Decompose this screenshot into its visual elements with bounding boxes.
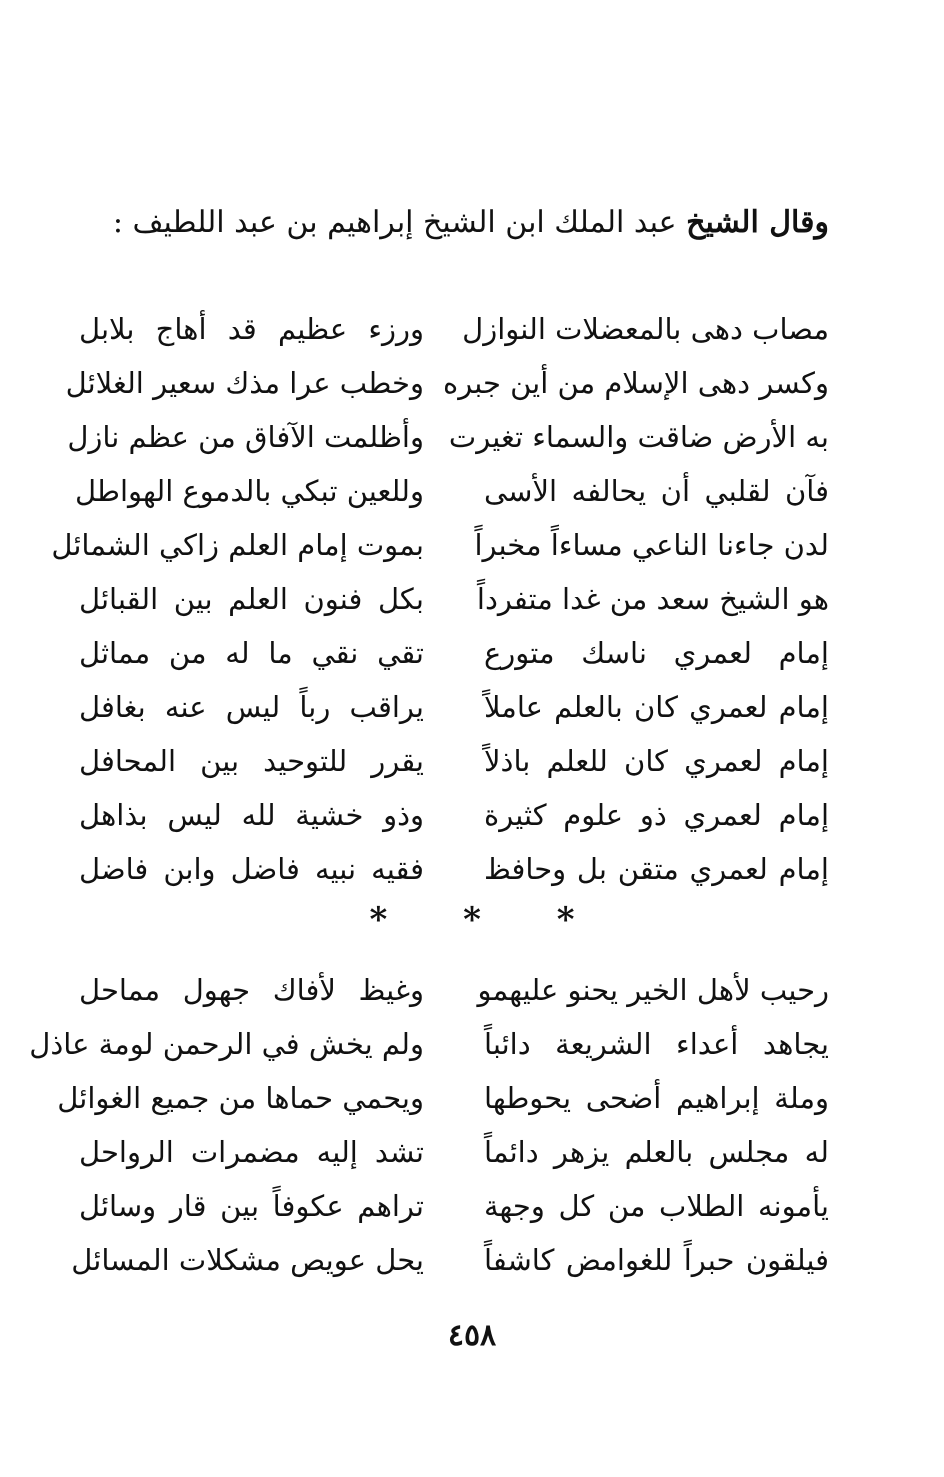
verse-first-hemistich: به الأرض ضاقت والسماء تغيرت bbox=[448, 420, 829, 454]
verse-second-hemistich: وذو خشية لله ليس بذاهل bbox=[79, 798, 424, 832]
verse-line bbox=[67, 410, 829, 464]
verse-line bbox=[51, 518, 829, 572]
verse-first-hemistich: هو الشيخ سعد من غدا متفرداً bbox=[476, 582, 829, 616]
verse-first-hemistich: إمام لعمري ذو علوم كثيرة bbox=[484, 798, 829, 832]
verse-line bbox=[79, 1179, 829, 1233]
verse-second-hemistich: ويحمي حماها من جميع الغوائل bbox=[57, 1081, 424, 1115]
verse-second-hemistich: تراهم عكوفاً بين قار وسائل bbox=[79, 1189, 424, 1223]
verse-line bbox=[29, 1017, 829, 1071]
verse-second-hemistich: وخطب عرا مذك سعير الغلائل bbox=[65, 366, 424, 400]
verse-first-hemistich: يأمونه الطلاب من كل وجهة bbox=[484, 1189, 829, 1223]
verse-first-hemistich: له مجلس بالعلم يزهر دائماً bbox=[484, 1135, 829, 1169]
intro-paragraph bbox=[79, 196, 829, 250]
verse-line bbox=[71, 1233, 829, 1287]
verse-second-hemistich: وللعين تبكي بالدموع الهواطل bbox=[74, 474, 424, 508]
section-divider: * * * bbox=[369, 900, 607, 940]
verse-second-hemistich: ولم يخش في الرحمن لومة عاذل bbox=[29, 1027, 424, 1061]
verse-line bbox=[74, 464, 829, 518]
verse-first-hemistich: لدن جاءنا الناعي مساءاً مخبراً bbox=[474, 528, 829, 562]
verse-second-hemistich: تشد إليه مضمرات الرواحل bbox=[79, 1135, 424, 1169]
verse-second-hemistich: ورزء عظيم قد أهاج بلابل bbox=[79, 312, 424, 346]
verse-second-hemistich: تقي نقي ما له من مماثل bbox=[79, 636, 424, 670]
verse-first-hemistich: إمام لعمري ناسك متورع bbox=[484, 636, 829, 670]
verse-second-hemistich: وأظلمت الآفاق من عظم نازل bbox=[67, 420, 424, 454]
verse-line bbox=[79, 302, 829, 356]
verse-line bbox=[79, 842, 829, 896]
verse-first-hemistich: مصاب دهى بالمعضلات النوازل bbox=[462, 312, 829, 346]
verse-first-hemistich: رحيب لأهل الخير يحنو عليهمو bbox=[477, 973, 829, 1007]
poem-section-2 bbox=[29, 963, 829, 1287]
verse-second-hemistich: يراقب رباً ليس عنه بغافل bbox=[79, 690, 424, 724]
verse-line bbox=[65, 356, 829, 410]
verse-first-hemistich: فيلقون حبراً للغوامض كاشفاً bbox=[484, 1243, 829, 1277]
verse-first-hemistich: إمام لعمري كان للعلم باذلاً bbox=[484, 744, 829, 778]
verse-line bbox=[79, 1125, 829, 1179]
verse-first-hemistich: فآن لقلبي أن يحالفه الأسى bbox=[484, 474, 829, 508]
verse-second-hemistich: بكل فنون العلم بين القبائل bbox=[79, 582, 424, 616]
page-number: ٤٥٨ bbox=[447, 1318, 497, 1353]
verse-second-hemistich: بموت إمام العلم زاكي الشمائل bbox=[51, 528, 424, 562]
verse-line bbox=[79, 788, 829, 842]
verse-first-hemistich: وملة إبراهيم أضحى يحوطها bbox=[484, 1081, 829, 1115]
poem-section-1 bbox=[51, 302, 829, 896]
verse-second-hemistich: يقرر للتوحيد بين المحافل bbox=[79, 744, 424, 778]
verse-line bbox=[57, 1071, 829, 1125]
verse-line bbox=[79, 963, 829, 1017]
intro-text: عبد الملك ابن الشيخ إبراهيم بن عبد اللطيف : bbox=[112, 205, 687, 240]
verse-line bbox=[79, 626, 829, 680]
verse-second-hemistich: وغيظ لأفاك جهول مماحل bbox=[79, 973, 424, 1007]
verse-line bbox=[79, 572, 829, 626]
verse-line bbox=[79, 680, 829, 734]
verse-second-hemistich: يحل عويص مشكلات المسائل bbox=[71, 1243, 424, 1277]
verse-first-hemistich: يجاهد أعداء الشريعة دائباً bbox=[484, 1027, 829, 1061]
verse-first-hemistich: وكسر دهى الإسلام من أين جبره bbox=[443, 366, 829, 400]
verse-first-hemistich: إمام لعمري متقن بل وحافظ bbox=[484, 852, 829, 886]
intro-lead: وقال الشيخ bbox=[686, 205, 829, 240]
verse-first-hemistich: إمام لعمري كان بالعلم عاملاً bbox=[484, 690, 829, 724]
verse-second-hemistich: فقيه نبيه فاضل وابن فاضل bbox=[79, 852, 424, 886]
verse-line bbox=[79, 734, 829, 788]
